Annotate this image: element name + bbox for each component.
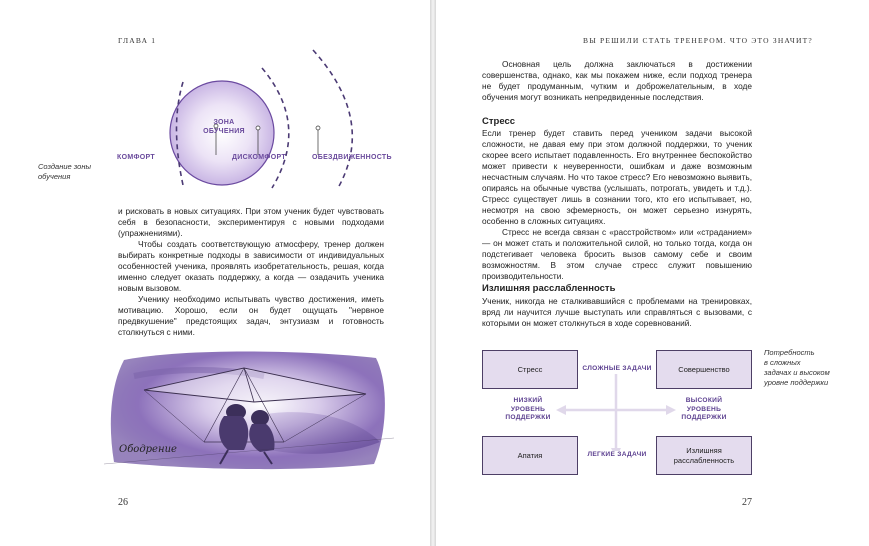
paragraph: и рисковать в новых ситуациях. При этом ученик будет чувствовать себя в безопасности, экспериментируя с новыми подходами (упражнениями). [118, 206, 384, 238]
right-page [436, 0, 869, 546]
hard-tasks-label: СЛОЖНЫЕ ЗАДАЧИ [582, 365, 652, 372]
discomfort-label: ДИСКОМФОРТ [232, 154, 286, 161]
running-head-left: ГЛАВА 1 [118, 36, 157, 45]
quadrant-apathy: Апатия [482, 436, 578, 475]
high-support-label: ВЫСОКИЙ УРОВЕНЬ ПОДДЕРЖКИ [678, 397, 730, 423]
paragraph: Основная цель должна заключаться в достижении совершенства, однако, как мы покажем ниже, если подход тренера не будет продуманным, чутким и доброжелательным, в ходе обучения могут возникать непредвиденные последствия. [482, 59, 752, 102]
paragraph: Чтобы создать соответствующую атмосферу, тренер должен выбирать конкретные подходы в зависимости от индивидуальных особенностей ученика, проявлять изобретательность, решая, когда именно следует оказать поддержку, а когда — озадачить ученика новым вызовом. [118, 239, 384, 293]
zone-label: ЗОНА ОБУЧЕНИЯ [203, 119, 245, 135]
quadrant-perfection: Совершенство [656, 350, 752, 389]
running-head-right: ВЫ РЕШИЛИ СТАТЬ ТРЕНЕРОМ. ЧТО ЭТО ЗНАЧИТ? [583, 36, 813, 45]
paragraph: Стресс не всегда связан с «расстройством» или «страданием» — он может стать и положительной силой, но только тогда, когда он подстегивает человека бросить вызов самому себе и своим возможностям. В этом случае стресс служит повышению производительности. [482, 227, 752, 281]
easy-tasks-label: ЛЕГКИЕ ЗАДАЧИ [582, 451, 652, 460]
comfort-label: КОМФОРТ [117, 154, 155, 161]
quadrant-excess-relaxation: Излишняя расслабленность [656, 436, 752, 475]
relax-heading: Излишняя расслабленность [482, 283, 616, 294]
page-number-left: 26 [118, 497, 128, 508]
quadrant-stress: Стресс [482, 350, 578, 389]
low-support-label: НИЗКИЙ УРОВЕНЬ ПОДДЕРЖКИ [502, 397, 554, 423]
left-page [0, 0, 430, 546]
left-body-text [118, 206, 384, 338]
paragraph: Ученик, никогда не сталкивавшийся с проблемами на тренировках, вряд ли научится лучше выступать или справляться с вызовами, с которыми он может столкнуться в ходе соревнований. [482, 296, 752, 328]
page-number-right: 27 [742, 497, 752, 508]
stress-heading: Стресс [482, 116, 516, 127]
paragraph: Если тренер будет ставить перед учеником задачи высокой сложности, не давая ему при этом должной поддержки, то ученик скорее всего испытает подавленность. Его внутреннее беспокойство может привести к неуверенности, ошибкам и даже возможным несчастным случаям. Но что такое стресс? Его невозможно выявить, опираясь на обычные чувства (услышать, потрогать, увидеть и т.д.). Стресс существует лишь в сознании того, кто его испытывает, но, несмотря на свою эфемерность, он может серьезно изнурять, особенно в сложных ситуациях. [482, 128, 752, 226]
illustration-caption: Ободрение [119, 444, 177, 455]
paragraph: Ученику необходимо испытывать чувство достижения, иметь мотивацию. Хорошо, если он будет ощущать "нервное предвкушение" предстоящих задач, энтузиазм и готовность столкнуться с ними. [118, 294, 384, 337]
side-caption: Потребность в сложных задачах и высоком уровне поддержки [764, 348, 830, 387]
diagram-caption: Создание зоны обучения [38, 162, 91, 181]
immobility-label: ОБЕЗДВИЖЕННОСТЬ [312, 154, 392, 161]
immobility-arc [313, 50, 352, 188]
